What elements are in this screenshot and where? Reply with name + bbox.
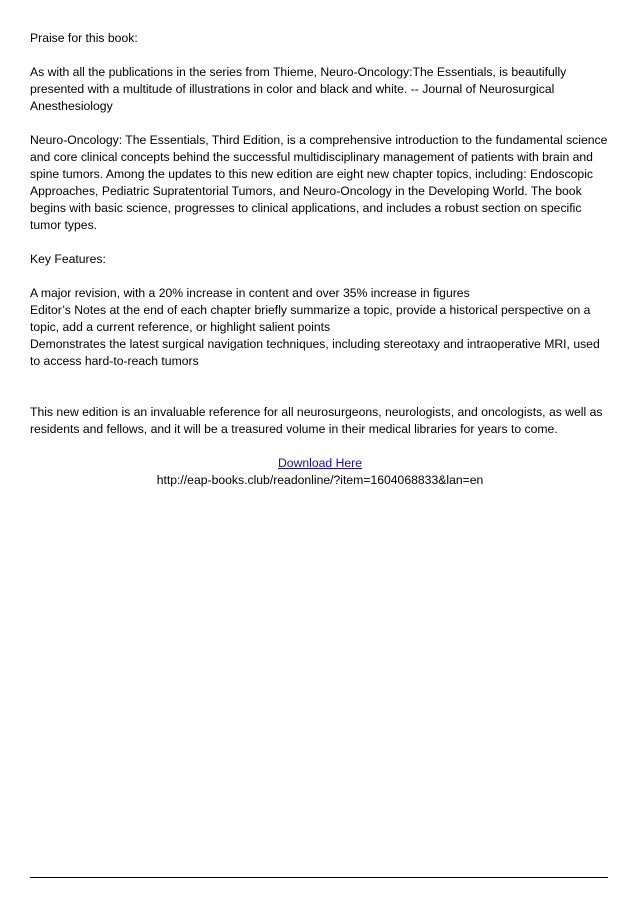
feature-item: Demonstrates the latest surgical navigation techniques, including stereotaxy and intraoperative MRI, used to access hard-to-reach tumors [30, 337, 600, 368]
download-block [30, 455, 610, 489]
document-body [30, 30, 610, 489]
footer-divider [30, 877, 608, 878]
feature-item: Editor’s Notes at the end of each chapter briefly summarize a topic, provide a historical perspective on a topic, add a current reference, or highlight salient points [30, 303, 591, 334]
feature-item: A major revision, with a 20% increase in content and over 35% increase in figures [30, 286, 470, 300]
features-heading: Key Features: [30, 252, 106, 266]
praise-quote: As with all the publications in the series from Thieme, Neuro-Oncology:The Essentials, is beautifully presented with a multitude of illustrations in color and black and white. -- Journal of Neurosurgical Anesthesiology [30, 65, 567, 113]
praise-heading: Praise for this book: [30, 31, 138, 45]
download-link[interactable]: Download Here [277, 456, 362, 470]
book-description: Neuro-Oncology: The Essentials, Third Edition, is a comprehensive introduction to the fundamental science and core clinical concepts behind the successful multidisciplinary management of patients with brain and spine tumors. Among the updates to this new edition are eight new chapter topics, including: Endoscopic Approaches, Pediatric Supratentorial Tumors, and Neuro-Oncology in the Developing World. The book begins with basic science, progresses to clinical applications, and includes a robust section on specific tumor types. [30, 133, 608, 232]
download-url: http://eap-books.club/readonline/?item=1604068833&lan=en [156, 473, 484, 487]
closing-paragraph: This new edition is an invaluable reference for all neurosurgeons, neurologists, and oncologists, as well as residents and fellows, and it will be a treasured volume in their medical libraries for years to come. [30, 405, 603, 436]
features-list [30, 285, 610, 370]
spacer [30, 387, 610, 404]
